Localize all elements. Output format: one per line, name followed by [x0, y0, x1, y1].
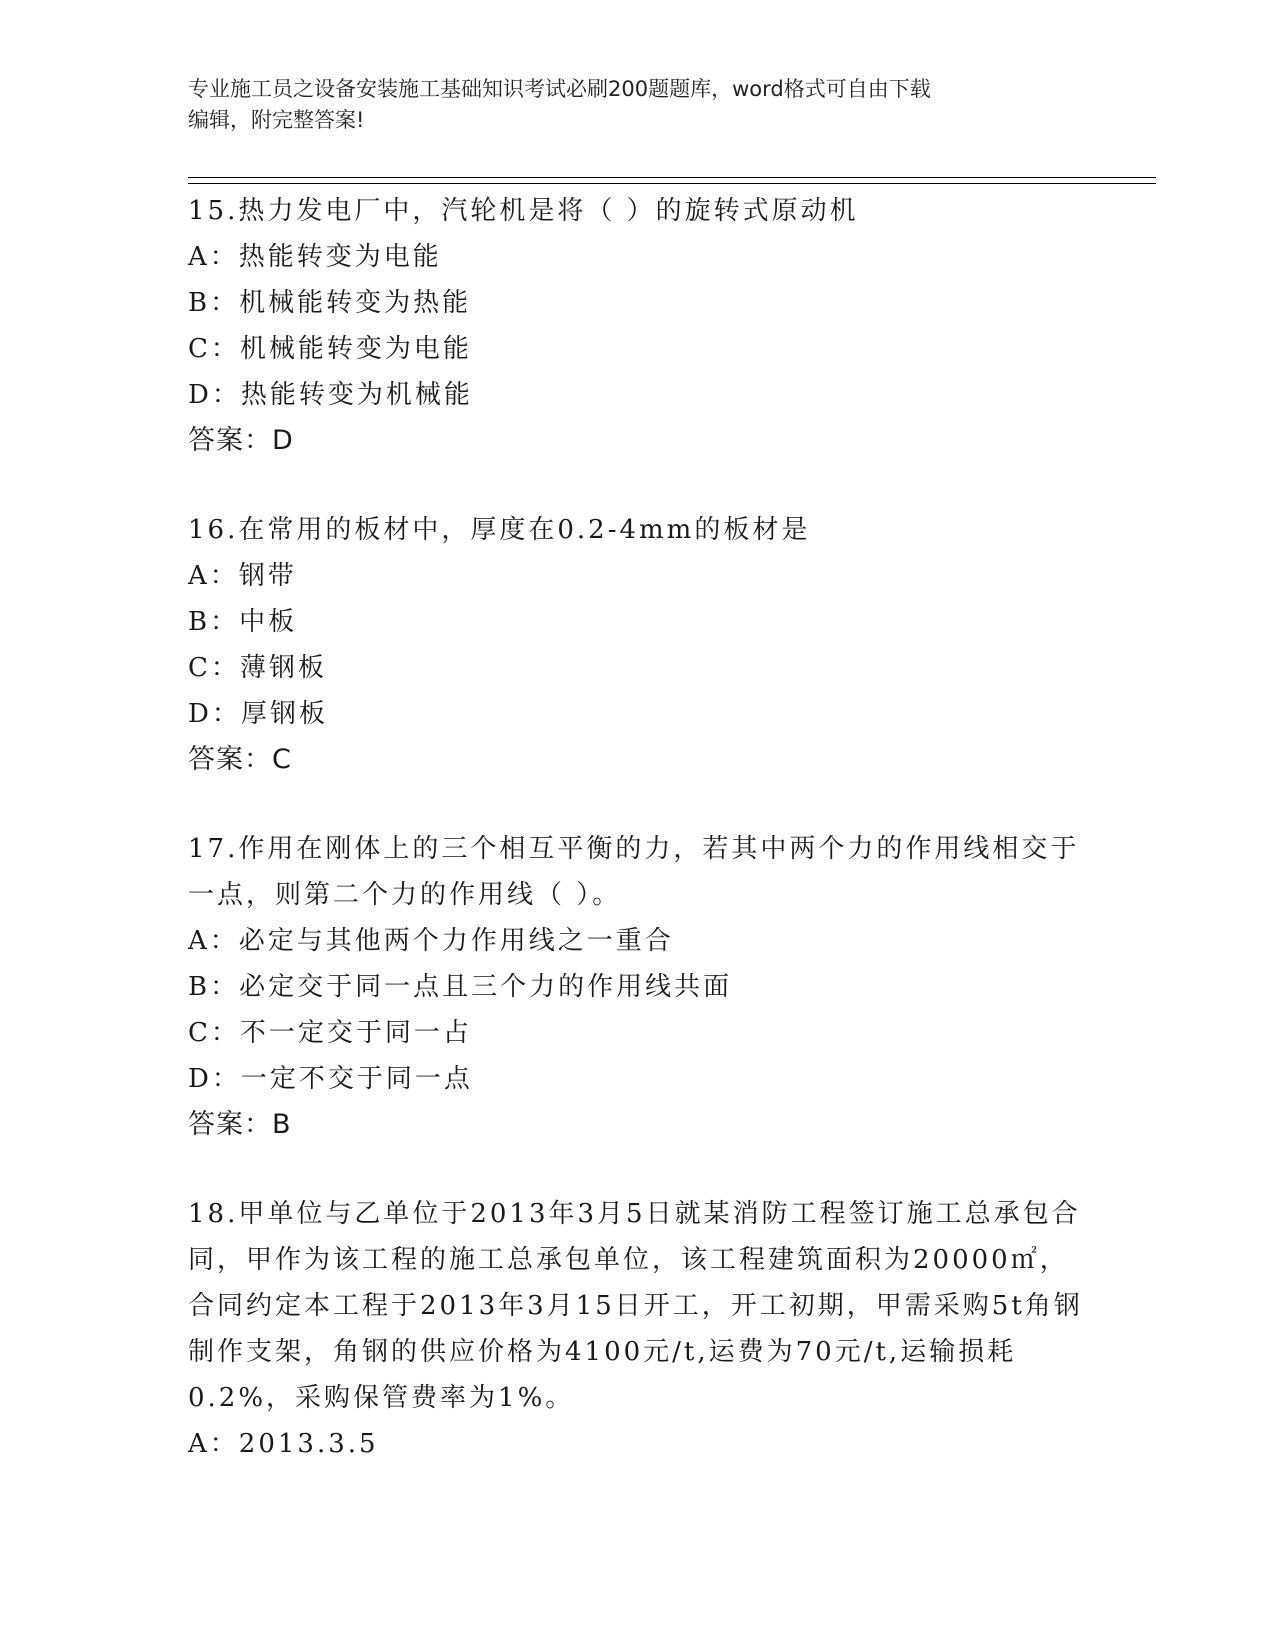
- document-header: [188, 74, 1088, 136]
- question-18: [188, 1191, 1088, 1467]
- answer: 答案：D: [188, 425, 294, 456]
- header-line-2: 编辑，附完整答案!: [188, 108, 365, 132]
- option-a: A：热能转变为电能: [188, 242, 442, 272]
- option-b: B：机械能转变为热能: [188, 288, 472, 318]
- question-text: 18.甲单位与乙单位于2013年3月5日就某消防工程签订施工总承包合同，甲作为该工程的施工总承包单位，该工程建筑面积为20000㎡，合同约定本工程于2013年3月15日开工，开工初期，甲需采购5t角钢制作支架，角钢的供应价格为4100元/t,运费为70元/t,运输损耗0.2%，采购保管费率为1%。: [188, 1199, 1083, 1413]
- option-a: A：必定与其他两个力作用线之一重合: [188, 926, 674, 956]
- option-d: D：一定不交于同一点: [188, 1064, 473, 1094]
- question-text: 17.作用在刚体上的三个相互平衡的力，若其中两个力的作用线相交于一点，则第二个力的作用线（ ）。: [188, 834, 1080, 910]
- option-b: B：必定交于同一点且三个力的作用线共面: [188, 972, 733, 1002]
- header-line-1: 专业施工员之设备安装施工基础知识考试必刷200题题库，word格式可自由下载: [188, 77, 931, 101]
- question-list: [188, 188, 1088, 1510]
- option-c: C：机械能转变为电能: [188, 334, 472, 364]
- question-17: [188, 826, 1088, 1148]
- option-c: C：薄钢板: [188, 653, 327, 683]
- option-b: B：中板: [188, 607, 298, 637]
- option-d: D：厚钢板: [188, 699, 328, 729]
- option-c: C：不一定交于同一占: [188, 1018, 472, 1048]
- header-divider-bottom: [188, 183, 1156, 184]
- option-a: A：2013.3.5: [188, 1429, 379, 1459]
- answer: 答案：B: [188, 1109, 292, 1140]
- option-d: D：热能转变为机械能: [188, 380, 473, 410]
- answer: 答案：C: [188, 744, 292, 775]
- question-text: 15.热力发电厂中，汽轮机是将（ ）的旋转式原动机: [188, 196, 859, 226]
- question-16: [188, 507, 1088, 783]
- question-15: [188, 188, 1088, 464]
- question-text: 16.在常用的板材中，厚度在0.2-4mm的板材是: [188, 515, 811, 545]
- header-divider-top: [188, 177, 1156, 178]
- option-a: A：钢带: [188, 561, 297, 591]
